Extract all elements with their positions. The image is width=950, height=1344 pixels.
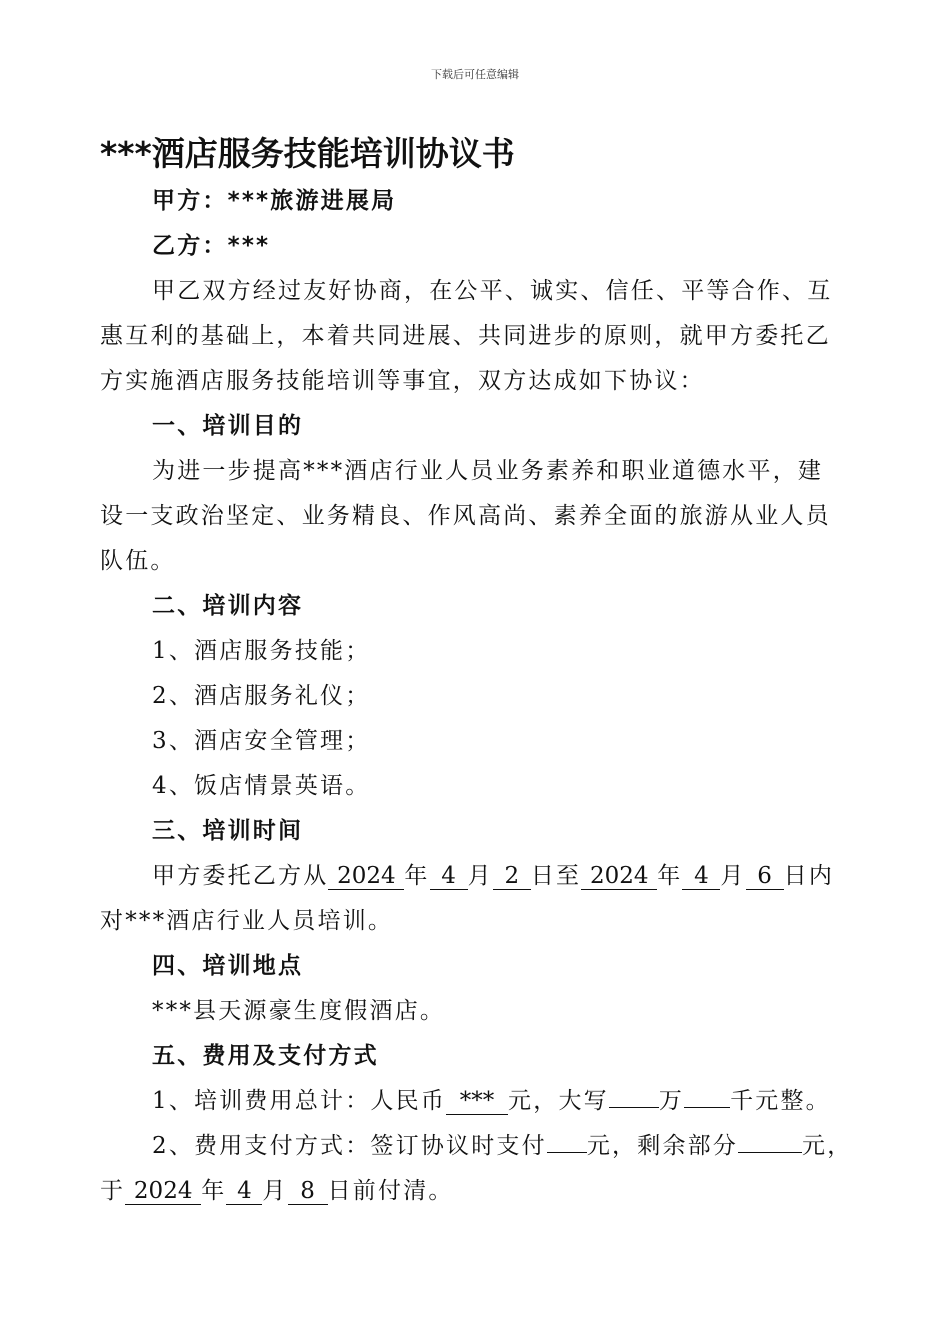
payment-rest-field [738,1152,802,1153]
content-item-3: 3、酒店安全管理； [152,728,371,754]
section-2-heading: 二、培训内容 [152,593,304,619]
payment-method-line [152,1131,912,1161]
period-text-within: 日内 [783,863,835,889]
end-day-field: 6 [746,863,784,890]
period-text-year-2: 年 [657,863,683,889]
intro-line-3: 方实施酒店服务技能培训等事宜，双方达成如下协议： [100,368,705,394]
party-b: 乙方：*** [152,233,271,259]
period-text-from: 甲方委托乙方从 [152,863,329,889]
training-location: ***县天源豪生度假酒店。 [152,998,446,1024]
payment-method-label: 2、费用支付方式：签订协议时支付 [152,1133,547,1159]
deadline-day-field: 8 [288,1178,328,1205]
start-month-field: 4 [430,863,468,890]
payment-deadline-line [100,1176,860,1206]
deadline-text-at: 于 [100,1178,126,1204]
start-day-field: 2 [493,863,531,890]
section-1-line-2: 设一支政治坚定、业务精良、作风高尚、素养全面的旅游从业人员 [100,503,831,529]
intro-line-1: 甲乙双方经过友好协商，在公平、诚实、信任、平等合作、互 [152,278,833,304]
section-1-line-1: 为进一步提高***酒店行业人员业务素养和职业道德水平，建 [152,458,824,484]
content-item-4: 4、饭店情景英语。 [152,773,371,799]
fee-total-line [152,1086,912,1116]
fee-total-label: 1、培训费用总计：人民币 [152,1088,447,1114]
deadline-text-year: 年 [201,1178,227,1204]
period-text-to: 日至 [530,863,582,889]
period-text-year: 年 [404,863,430,889]
payment-text-rest: 元，剩余部分 [586,1133,739,1159]
fee-text-wan: 万 [658,1088,685,1114]
content-item-2: 2、酒店服务礼仪； [152,683,371,709]
party-a: 甲方：***旅游进展局 [152,188,397,214]
document-title: ***酒店服务技能培训协议书 [100,134,515,173]
payment-first-field [547,1152,587,1153]
fee-text-qian: 千元整。 [730,1088,831,1114]
training-period-line [152,861,912,891]
intro-line-2: 惠互利的基础上，本着共同进展、共同进步的原则，就甲方委托乙 [100,323,831,349]
end-year-field: 2024 [581,863,657,890]
deadline-text-day: 日前付清。 [327,1178,454,1204]
fee-amount-field: *** [446,1088,508,1115]
end-month-field: 4 [682,863,720,890]
section-5-heading: 五、费用及支付方式 [152,1043,379,1069]
deadline-year-field: 2024 [125,1178,201,1205]
payment-text-yuan: 元， [802,1133,853,1159]
training-period-line-2: 对***酒店行业人员培训。 [100,908,394,934]
section-4-heading: 四、培训地点 [152,953,304,979]
fee-wan-field [609,1107,659,1108]
deadline-month-field: 4 [226,1178,262,1205]
section-3-heading: 三、培训时间 [152,818,304,844]
period-text-month-2: 月 [720,863,746,889]
deadline-text-month: 月 [262,1178,288,1204]
content-item-1: 1、酒店服务技能； [152,638,371,664]
fee-text-yuan: 元，大写 [508,1088,609,1114]
fee-qian-field [684,1107,730,1108]
section-1-heading: 一、培训目的 [152,413,304,439]
period-text-month: 月 [467,863,493,889]
header-note: 下载后可任意编辑 [431,68,519,81]
section-1-line-3: 队伍。 [100,548,176,574]
start-year-field: 2024 [328,863,404,890]
